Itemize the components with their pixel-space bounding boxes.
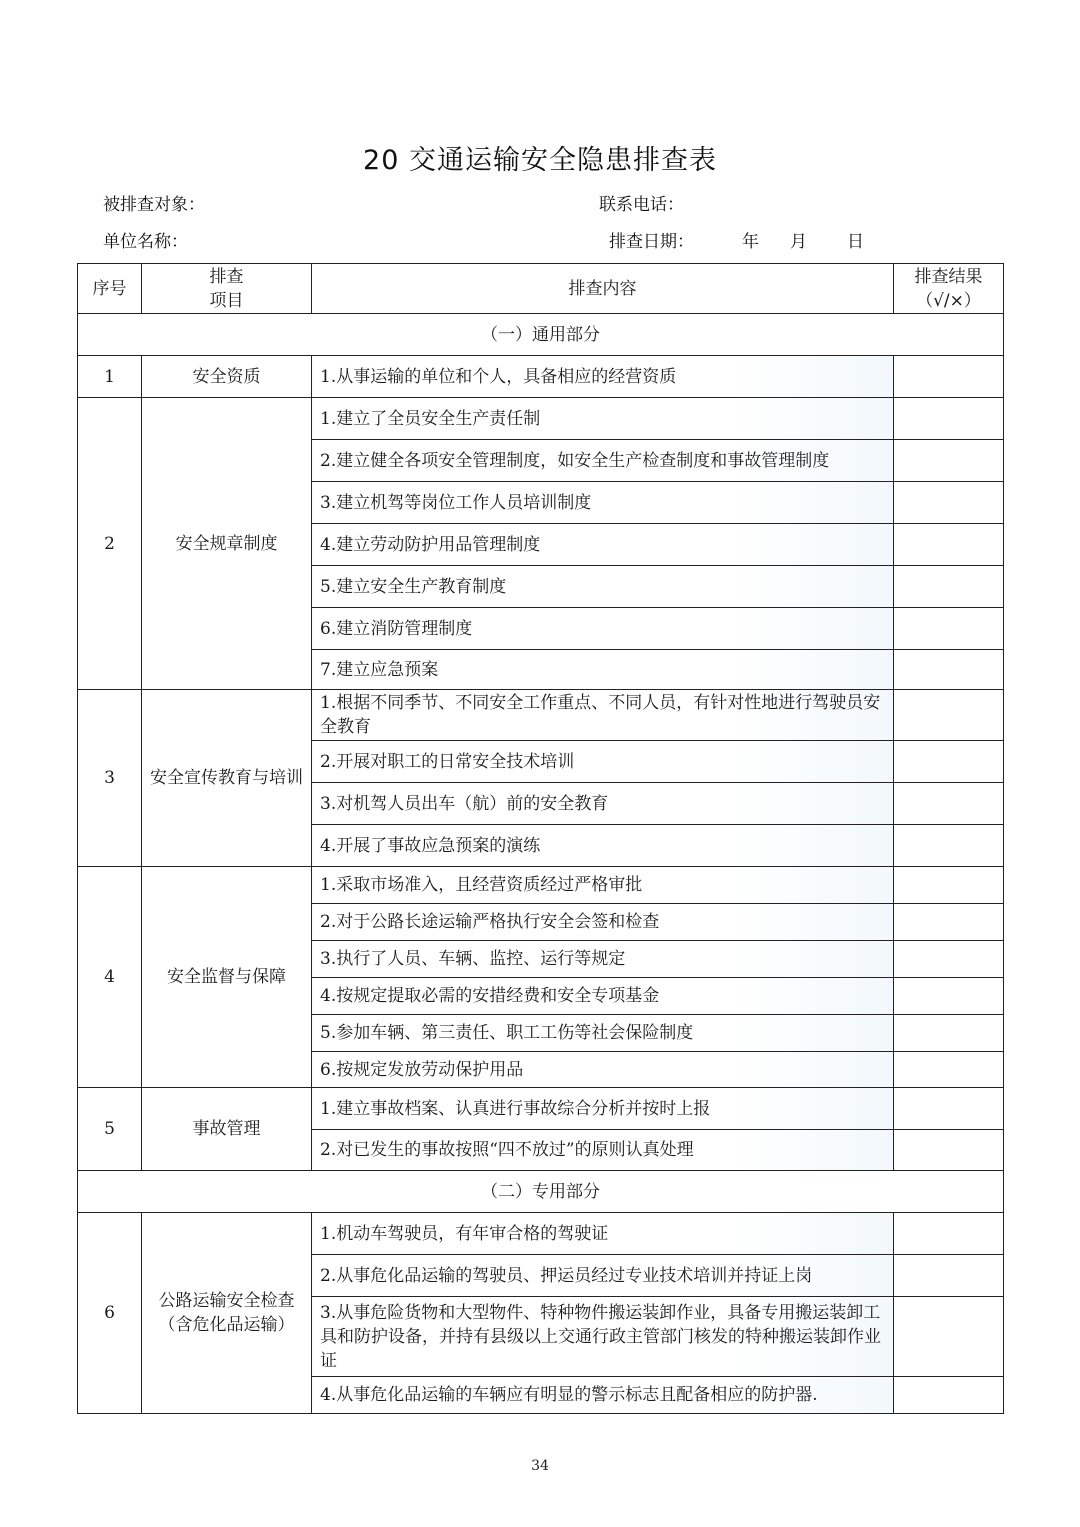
result-cell[interactable] [894,398,1004,440]
result-cell[interactable] [894,825,1004,867]
inspection-content: 1.从事运输的单位和个人，具备相应的经营资质 [312,356,894,398]
table-body [78,264,1004,1414]
inspection-item: 安全监督与保障 [142,867,312,1088]
inspection-content: 6.建立消防管理制度 [312,608,894,650]
header-result: 排查结果 （√/×） [894,264,1004,314]
result-cell[interactable] [894,1255,1004,1297]
result-cell[interactable] [894,524,1004,566]
unit-label: 单位名称： [103,232,188,252]
inspection-item: 事故管理 [142,1088,312,1171]
inspection-content: 3.从事危险货物和大型物件、特种物件搬运装卸作业，具备专用搬运装卸工具和防护设备，并持有县级以上交通行政主管部门核发的特种搬运装卸作业证 [312,1297,894,1377]
result-cell[interactable] [894,1130,1004,1171]
page-number: 34 [531,1458,549,1474]
inspection-item: 安全宣传教育与培训 [142,690,312,867]
inspection-item: 公路运输安全检查（含危化品运输） [142,1213,312,1414]
inspection-content: 1.机动车驾驶员，有年审合格的驾驶证 [312,1213,894,1255]
header-item: 排查 项目 [142,264,312,314]
inspection-content: 1.建立了全员安全生产责任制 [312,398,894,440]
inspection-content: 2.对已发生的事故按照“四不放过”的原则认真处理 [312,1130,894,1171]
section-general: （一）通用部分 [78,314,1004,356]
table-row [78,690,1004,741]
section-row [78,314,1004,356]
inspection-content: 5.建立安全生产教育制度 [312,566,894,608]
inspection-content: 4.按规定提取必需的安措经费和安全专项基金 [312,978,894,1015]
result-cell[interactable] [894,867,1004,904]
month-label: 月 [790,232,807,252]
inspection-content: 4.建立劳动防护用品管理制度 [312,524,894,566]
table-row [78,867,1004,904]
inspection-content: 2.从事危化品运输的驾驶员、押运员经过专业技术培训并持证上岗 [312,1255,894,1297]
result-cell[interactable] [894,650,1004,690]
result-cell[interactable] [894,356,1004,398]
inspection-content: 6.按规定发放劳动保护用品 [312,1052,894,1088]
inspection-content: 3.执行了人员、车辆、监控、运行等规定 [312,941,894,978]
row-number: 2 [78,398,142,690]
inspection-content: 1.建立事故档案、认真进行事故综合分析并按时上报 [312,1088,894,1130]
target-label: 被排查对象： [103,195,205,215]
row-number: 1 [78,356,142,398]
inspection-content: 2.对于公路长途运输严格执行安全会签和检查 [312,904,894,941]
inspection-content: 1.根据不同季节、不同安全工作重点、不同人员，有针对性地进行驾驶员安全教育 [312,690,894,741]
result-cell[interactable] [894,482,1004,524]
inspection-content: 4.从事危化品运输的车辆应有明显的警示标志且配备相应的防护器. [312,1377,894,1414]
inspection-content: 1.采取市场准入，且经营资质经过严格审批 [312,867,894,904]
inspection-content: 5.参加车辆、第三责任、职工工伤等社会保险制度 [312,1015,894,1052]
inspection-content: 7.建立应急预案 [312,650,894,690]
result-cell[interactable] [894,566,1004,608]
inspection-content: 4.开展了事故应急预案的演练 [312,825,894,867]
result-cell[interactable] [894,783,1004,825]
inspection-content: 3.建立机驾等岗位工作人员培训制度 [312,482,894,524]
table-row [78,1088,1004,1130]
table-row [78,398,1004,440]
row-number: 4 [78,867,142,1088]
result-cell[interactable] [894,1297,1004,1377]
result-cell[interactable] [894,1377,1004,1414]
result-cell[interactable] [894,1052,1004,1088]
result-cell[interactable] [894,608,1004,650]
inspection-content: 3.对机驾人员出车（航）前的安全教育 [312,783,894,825]
result-cell[interactable] [894,690,1004,741]
result-cell[interactable] [894,941,1004,978]
section-special: （二）专用部分 [78,1171,1004,1213]
header-row [78,264,1004,314]
row-number: 5 [78,1088,142,1171]
inspection-table [77,263,1004,1414]
table-row [78,356,1004,398]
row-number: 6 [78,1213,142,1414]
result-cell[interactable] [894,440,1004,482]
page-title: 20 交通运输安全隐患排查表 [363,145,717,176]
table-row [78,1213,1004,1255]
date-label: 排查日期： [609,232,694,252]
inspection-item: 安全资质 [142,356,312,398]
day-label: 日 [847,232,864,252]
header-content: 排查内容 [312,264,894,314]
section-row [78,1171,1004,1213]
result-cell[interactable] [894,1015,1004,1052]
result-cell[interactable] [894,904,1004,941]
result-cell[interactable] [894,741,1004,783]
result-cell[interactable] [894,978,1004,1015]
result-cell[interactable] [894,1088,1004,1130]
header-no: 序号 [78,264,142,314]
row-number: 3 [78,690,142,867]
result-cell[interactable] [894,1213,1004,1255]
inspection-content: 2.建立健全各项安全管理制度，如安全生产检查制度和事故管理制度 [312,440,894,482]
phone-label: 联系电话： [599,195,684,215]
inspection-content: 2.开展对职工的日常安全技术培训 [312,741,894,783]
inspection-item: 安全规章制度 [142,398,312,690]
year-label: 年 [742,232,759,252]
